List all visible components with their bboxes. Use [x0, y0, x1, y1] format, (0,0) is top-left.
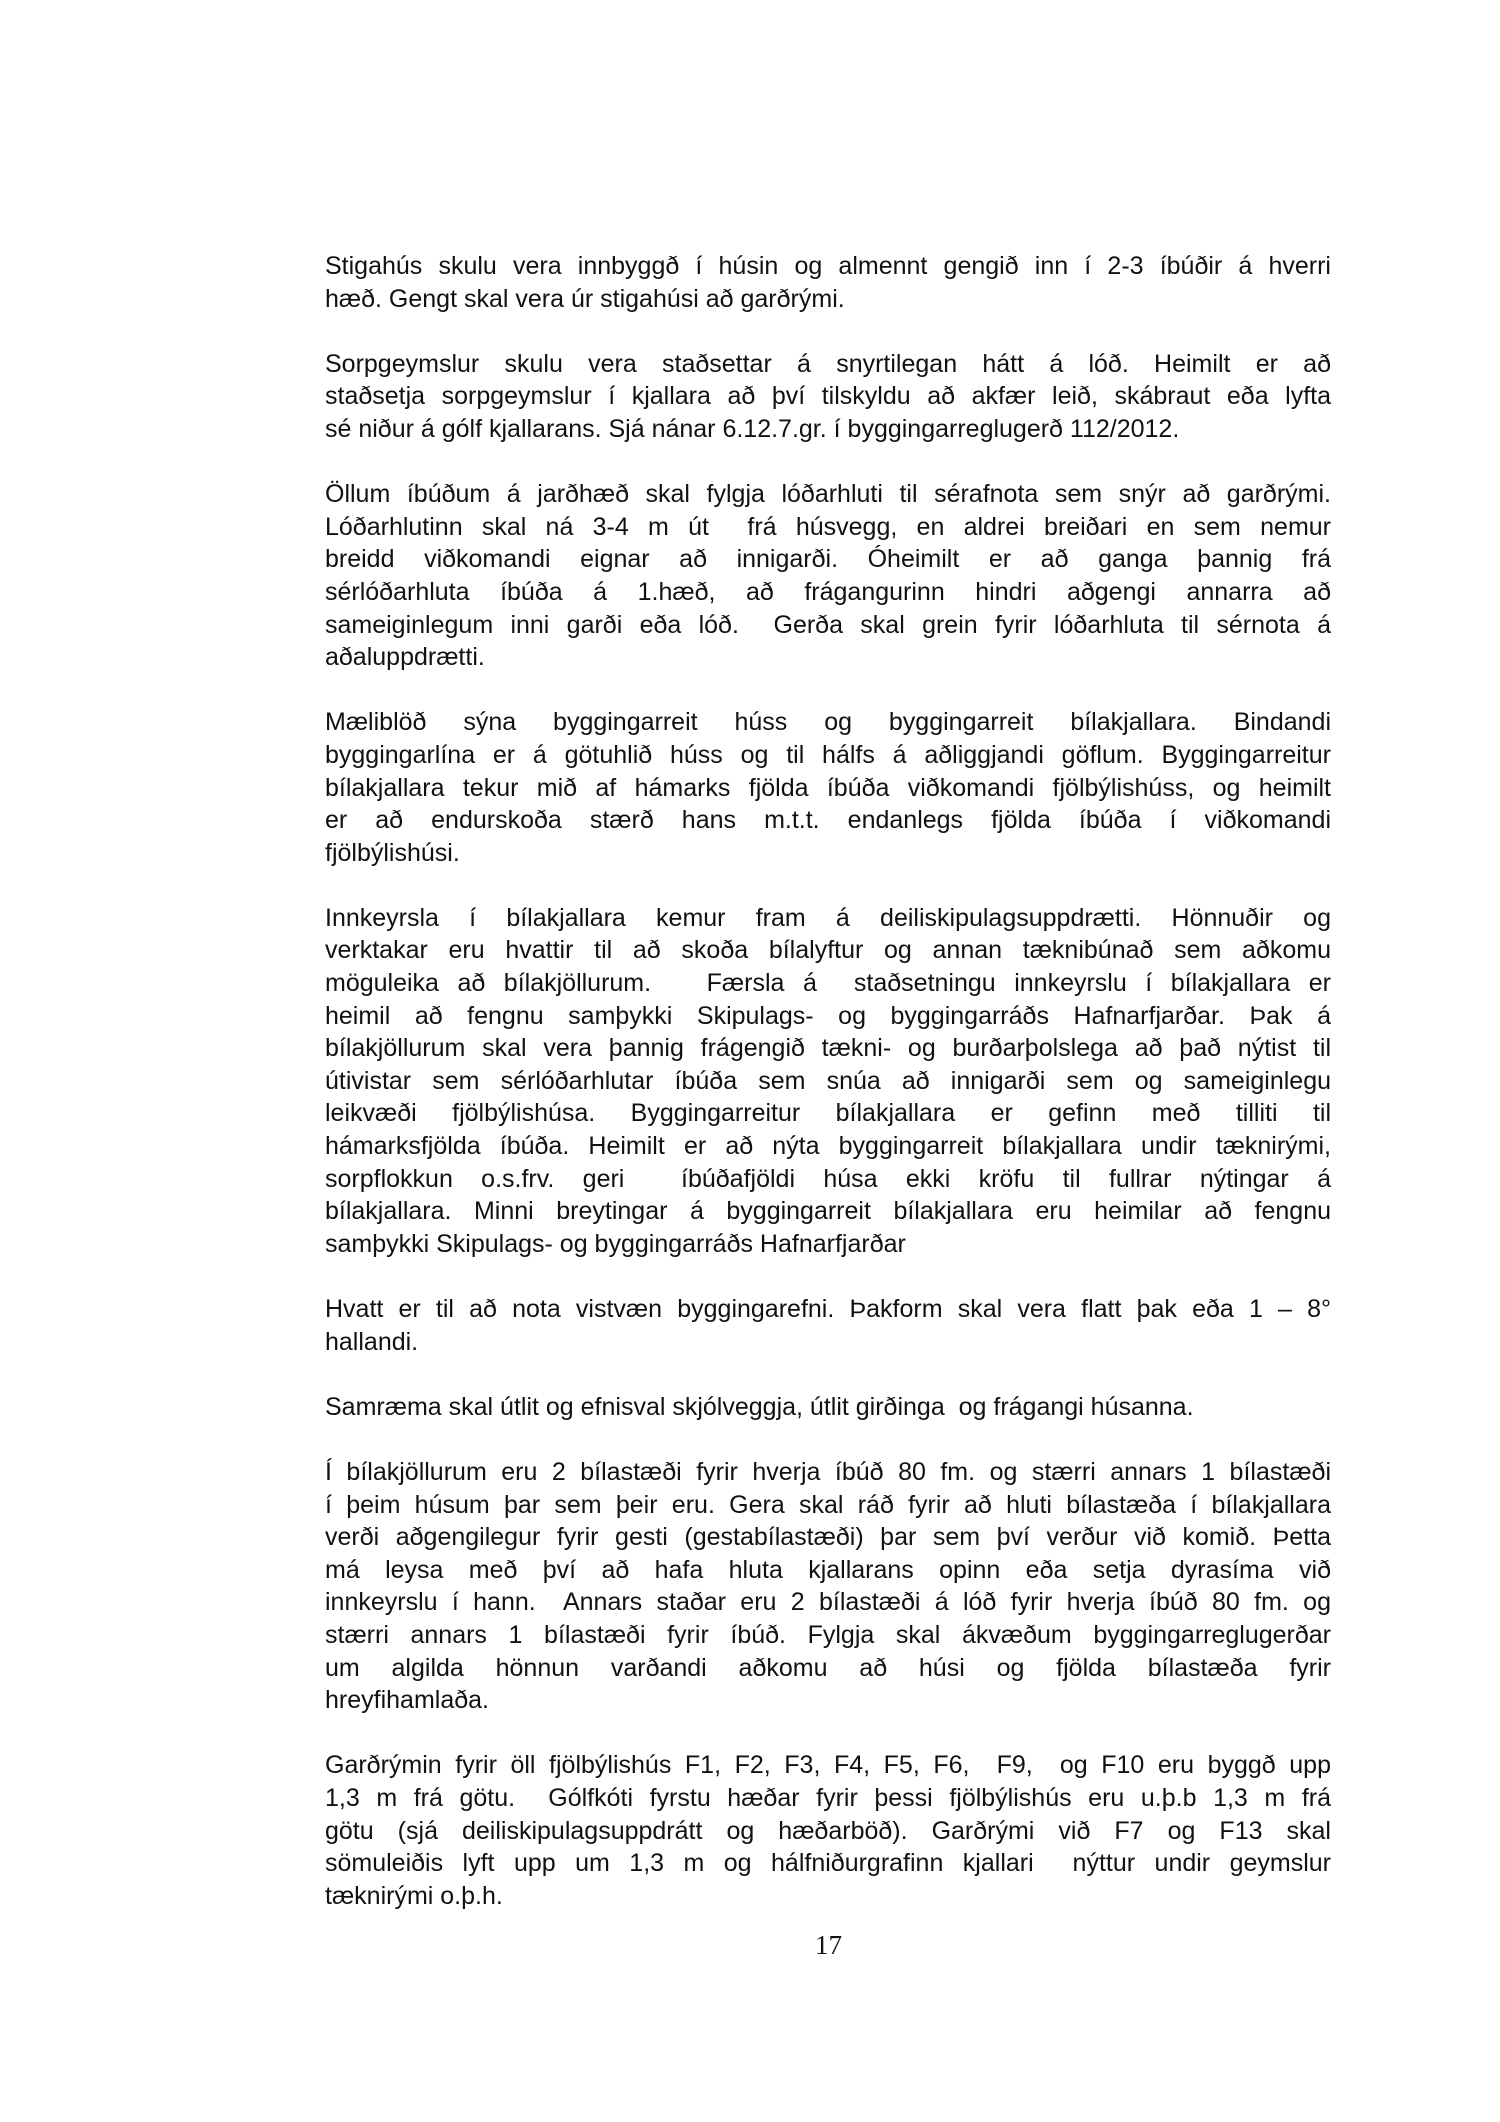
paragraph: [325, 706, 1331, 869]
text-line: staðsetja sorpgeymslur í kjallara að því tilskyldu að akfær leið, skábraut eða lyfta: [325, 382, 1331, 411]
text-line: sorpflokkun o.s.frv. geri íbúðafjöldi húsa ekki kröfu til fullrar nýtingar á: [325, 1164, 1331, 1193]
text-line: Í bílakjöllurum eru 2 bílastæði fyrir hverja íbúð 80 fm. og stærri annars 1 bílastæði: [325, 1457, 1331, 1486]
text-line: verktakar eru hvattir til að skoða bílalyftur og annan tæknibúnað sem aðkomu: [325, 936, 1331, 965]
text-line: verði aðgengilegur fyrir gesti (gestabílastæði) þar sem því verður við komið. Þetta: [325, 1523, 1331, 1552]
text-line: bílakjöllurum skal vera þannig frágengið tækni- og burðarþolslega að það nýtist til: [325, 1034, 1331, 1063]
text-line: má leysa með því að hafa hluta kjallarans opinn eða setja dyrasíma við: [325, 1555, 1331, 1584]
text-line: breidd viðkomandi eignar að innigarði. Óheimilt er að ganga þannig frá: [325, 545, 1331, 574]
text-line: götu (sjá deiliskipulagsuppdrátt og hæðarböð). Garðrými við F7 og F13 skal: [325, 1816, 1331, 1845]
page-number: 17: [815, 1930, 842, 1960]
text-line: heimil að fengnu samþykki Skipulags- og byggingarráðs Hafnarfjarðar. Þak á: [325, 1001, 1331, 1030]
text-line: sé niður á gólf kjallarans. Sjá nánar 6.12.7.gr. í byggingarreglugerð 112/2012.: [325, 414, 1180, 443]
text-line: Lóðarhlutinn skal ná 3-4 m út frá húsvegg, en aldrei breiðari en sem nemur: [325, 512, 1331, 541]
text-line: Sorpgeymslur skulu vera staðsettar á snyrtilegan hátt á lóð. Heimilt er að: [325, 349, 1331, 378]
text-line: Garðrýmin fyrir öll fjölbýlishús F1, F2, F3, F4, F5, F6, F9, og F10 eru byggð upp: [325, 1751, 1331, 1780]
text-line: hreyfihamlaða.: [325, 1686, 489, 1715]
text-line: Innkeyrsla í bílakjallara kemur fram á deiliskipulagsuppdrætti. Hönnuðir og: [325, 903, 1331, 932]
text-line: 1,3 m frá götu. Gólfkóti fyrstu hæðar fyrir þessi fjölbýlishús eru u.þ.b 1,3 m frá: [325, 1783, 1331, 1812]
text-line: Samræma skal útlit og efnisval skjólveggja, útlit girðinga og frágangi húsanna.: [325, 1392, 1194, 1421]
text-line: samþykki Skipulags- og byggingarráðs Hafnarfjarðar: [325, 1229, 906, 1258]
text-line: Öllum íbúðum á jarðhæð skal fylgja lóðarhluti til sérafnota sem snýr að garðrými.: [325, 480, 1331, 509]
text-line: stærri annars 1 bílastæði fyrir íbúð. Fylgja skal ákvæðum byggingarreglugerðar: [325, 1620, 1331, 1649]
paragraph: [325, 1391, 1331, 1424]
paragraph: [325, 1293, 1331, 1358]
text-line: hámarksfjölda íbúða. Heimilt er að nýta byggingarreit bílakjallara undir tæknirými,: [325, 1132, 1331, 1161]
text-line: leikvæði fjölbýlishúsa. Byggingarreitur bílakjallara er gefinn með tilliti til: [325, 1099, 1331, 1128]
paragraph: [325, 250, 1331, 315]
text-line: um algilda hönnun varðandi aðkomu að húsi og fjölda bílastæða fyrir: [325, 1653, 1331, 1682]
paragraph: [325, 902, 1331, 1261]
text-line: tæknirými o.þ.h.: [325, 1881, 503, 1910]
text-line: sameiginlegum inni garði eða lóð. Gerða skal grein fyrir lóðarhluta til sérnota á: [325, 610, 1331, 639]
text-line: er að endurskoða stærð hans m.t.t. endanlegs fjölda íbúða í viðkomandi: [325, 806, 1331, 835]
text-line: hæð. Gengt skal vera úr stigahúsi að garðrými.: [325, 284, 845, 313]
text-line: bílakjallara tekur mið af hámarks fjölda íbúða viðkomandi fjölbýlishúss, og heimilt: [325, 773, 1331, 802]
text-line: byggingarlína er á götuhlið húss og til hálfs á aðliggjandi göflum. Byggingarreitur: [325, 740, 1331, 769]
text-line: Stigahús skulu vera innbyggð í húsin og almennt gengið inn í 2-3 íbúðir á hverri: [325, 252, 1331, 280]
text-line: möguleika að bílakjöllurum. Færsla á staðsetningu innkeyrslu í bílakjallara er: [325, 969, 1331, 998]
paragraph: [325, 1749, 1331, 1912]
text-line: útivistar sem sérlóðarhlutar íbúða sem snúa að innigarði sem og sameiginlegu: [325, 1066, 1331, 1095]
text-line: Hvatt er til að nota vistvæn byggingarefni. Þakform skal vera flatt þak eða 1 – 8°: [325, 1295, 1331, 1323]
paragraph: [325, 348, 1331, 446]
text-line: bílakjallara. Minni breytingar á byggingarreit bílakjallara eru heimilar að fengnu: [325, 1197, 1331, 1226]
paragraph: [325, 1456, 1331, 1717]
text-line: aðaluppdrætti.: [325, 643, 485, 672]
text-line: sérlóðarhluta íbúða á 1.hæð, að frágangurinn hindri aðgengi annarra að: [325, 577, 1331, 606]
text-line: fjölbýlishúsi.: [325, 838, 460, 867]
document-body: [325, 250, 1331, 1945]
text-line: í þeim húsum þar sem þeir eru. Gera skal ráð fyrir að hluti bílastæða í bílakjallara: [325, 1490, 1331, 1519]
text-line: innkeyrslu í hann. Annars staðar eru 2 bílastæði á lóð fyrir hverja íbúð 80 fm. og: [325, 1588, 1331, 1617]
text-line: Mæliblöð sýna byggingarreit húss og byggingarreit bílakjallara. Bindandi: [325, 708, 1331, 737]
paragraph: [325, 478, 1331, 674]
text-line: sömuleiðis lyft upp um 1,3 m og hálfniðurgrafinn kjallari nýttur undir geymslur: [325, 1849, 1331, 1878]
text-line: hallandi.: [325, 1327, 419, 1356]
